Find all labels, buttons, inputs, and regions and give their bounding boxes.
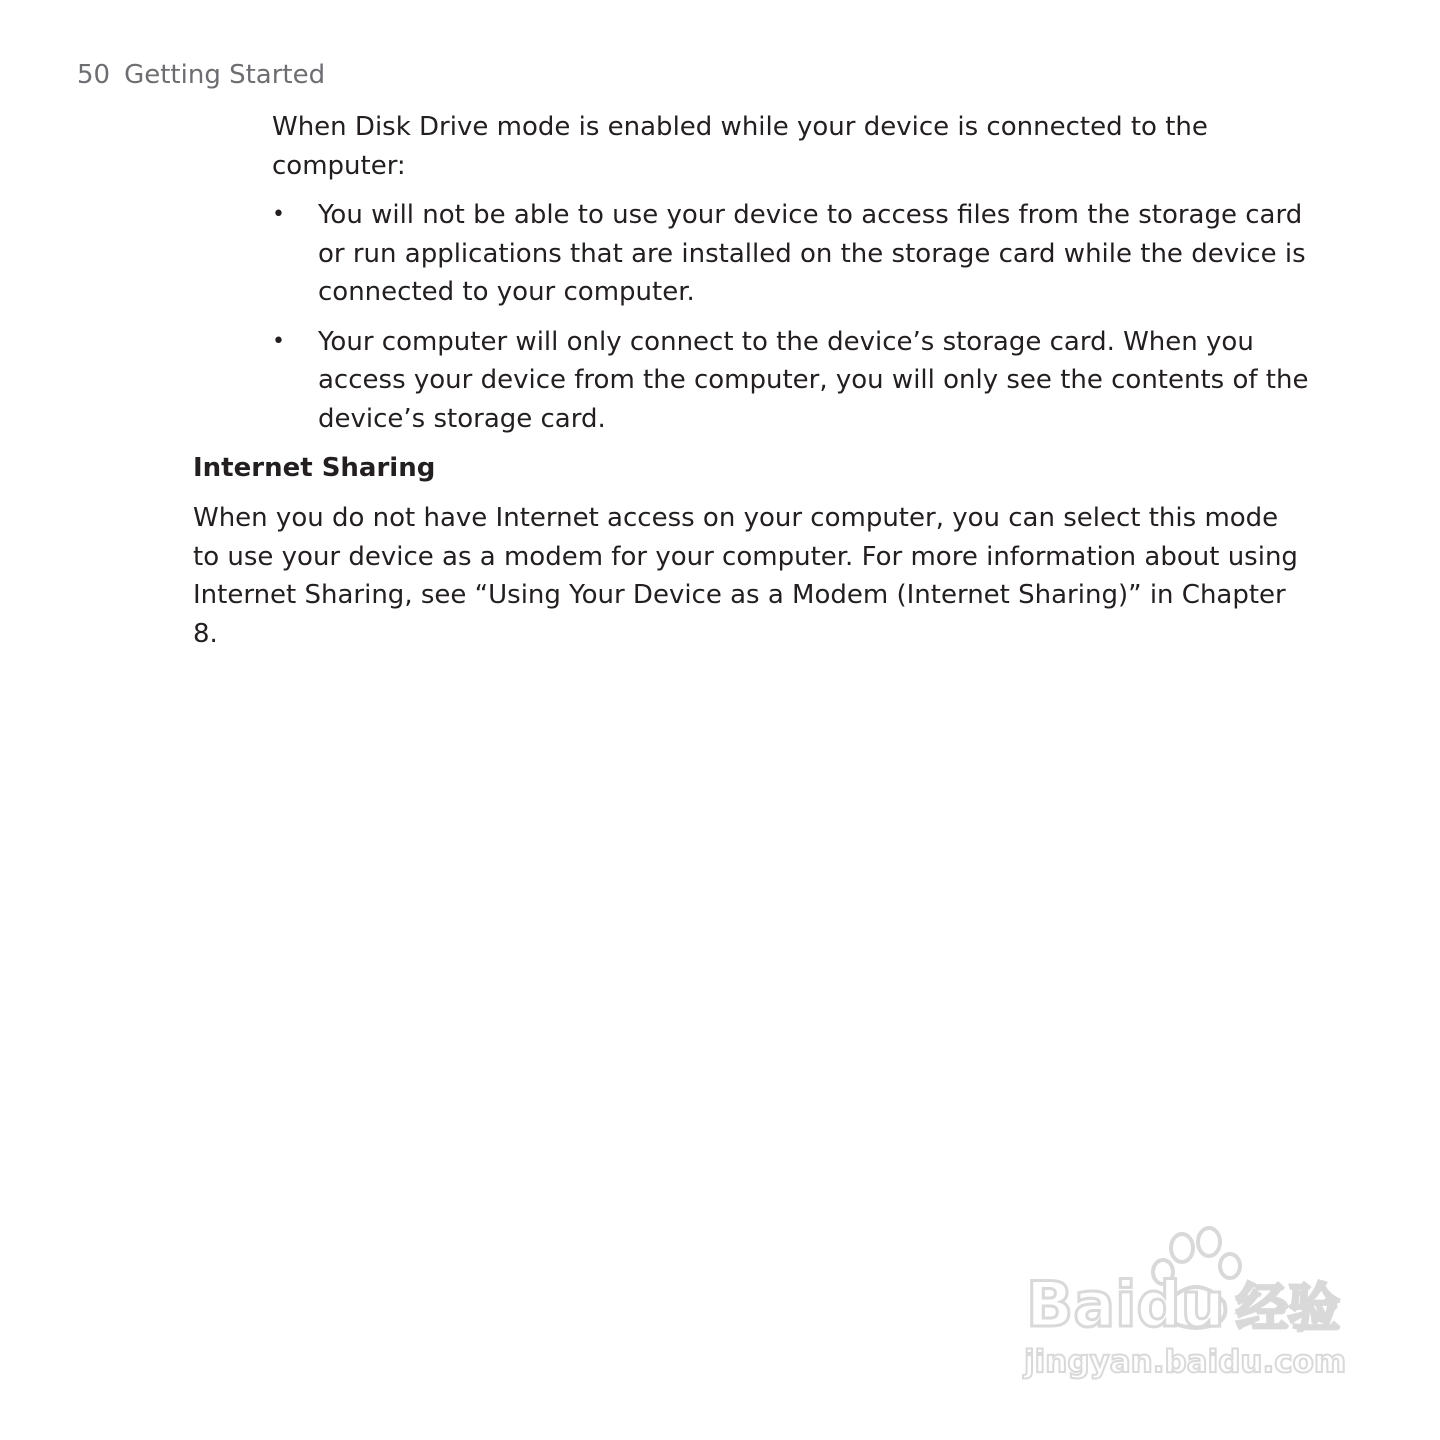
- internet-sharing-body: When you do not have Internet access on your computer, you can select this mode to use your device as a modem for your computer. For more information about using Internet Sharing, see “Using Your Device as a Modem (Internet Sharing)” in Chapter 8.: [193, 503, 1298, 649]
- watermark-url: jingyan.baidu.com: [1024, 1344, 1347, 1380]
- list-item: [272, 323, 1332, 439]
- disk-drive-intro: When Disk Drive mode is enabled while your device is connected to the computer:: [272, 112, 1208, 181]
- list-item-text: Your computer will only connect to the device’s storage card. When you access your device from the computer, you will only see the contents of the device’s storage card.: [318, 326, 1309, 434]
- page-number: 50: [77, 60, 111, 90]
- baidu-jingyan-watermark-logo: [1018, 1222, 1358, 1392]
- list-item-text: You will not be able to use your device to access files from the storage card or run applications that are installed on the storage card while the device is connected to your computer.: [318, 200, 1306, 307]
- bullet-icon: •: [272, 202, 285, 227]
- internet-sharing-heading: Internet Sharing: [193, 453, 436, 483]
- disk-drive-bullet-list: [272, 196, 1332, 449]
- watermark-brand: Baidu: [1026, 1268, 1225, 1341]
- section-title: Getting Started: [124, 60, 326, 90]
- page-header: [77, 58, 325, 92]
- list-item: [272, 196, 1332, 312]
- watermark-brand-cn: 经验: [1236, 1279, 1341, 1339]
- bullet-icon: •: [272, 328, 285, 354]
